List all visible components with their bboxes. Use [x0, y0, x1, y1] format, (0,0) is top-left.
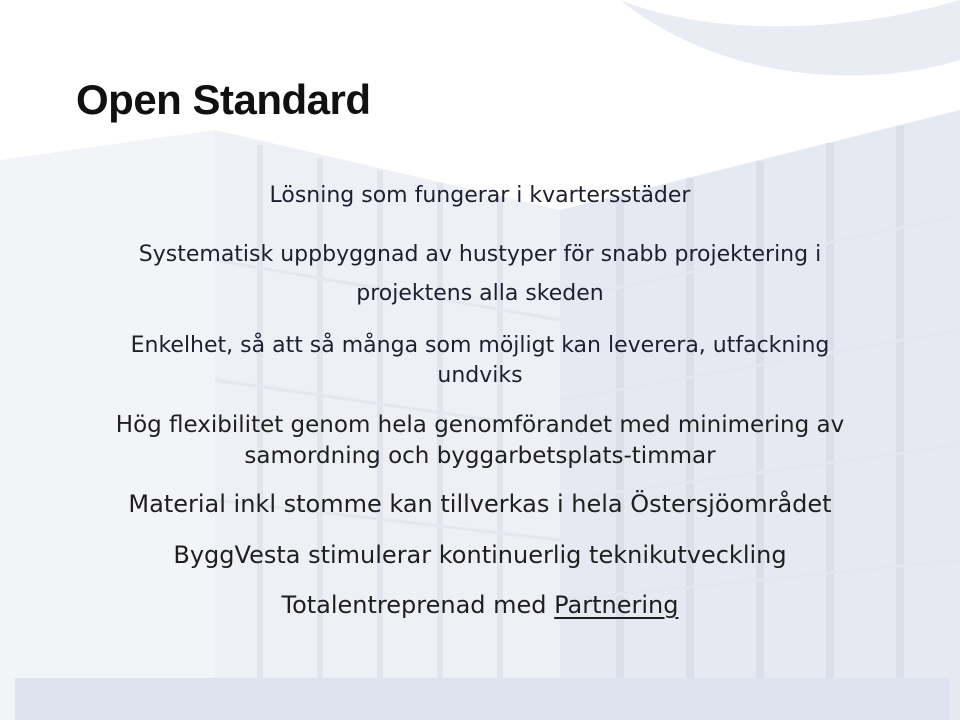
bullet-line-4: Hög flexibilitet genom hela genomförandet med minimering av — [115, 412, 845, 438]
bullet-line-7 — [0, 591, 960, 619]
bullet-line-4-continued: samordning och byggarbetsplats-timmar — [244, 443, 716, 469]
footer-bar — [15, 678, 950, 720]
bullet-line-3-continued: undviks — [437, 363, 523, 388]
bullet-line-2-continued: projektens alla skeden — [356, 281, 604, 306]
slide-title: Open Standard — [76, 76, 371, 123]
bullet-line-3: Enkelhet, så att så många som möjligt kan leverera, utfackning — [130, 333, 830, 358]
bullet-line-5: Material inkl stomme kan tillverkas i hela Östersjöområdet — [128, 490, 832, 518]
bullet-line-6: ByggVesta stimulerar kontinuerlig teknikutveckling — [173, 541, 787, 569]
partnering-link[interactable]: Partnering — [554, 591, 679, 619]
bullet-line-1: Lösning som fungerar i kvartersstäder — [269, 183, 691, 208]
bullet-line-2: Systematisk uppbyggnad av hustyper för snabb projektering i — [138, 242, 822, 267]
bullet-line-7-prefix: Totalentreprenad med — [281, 591, 555, 619]
